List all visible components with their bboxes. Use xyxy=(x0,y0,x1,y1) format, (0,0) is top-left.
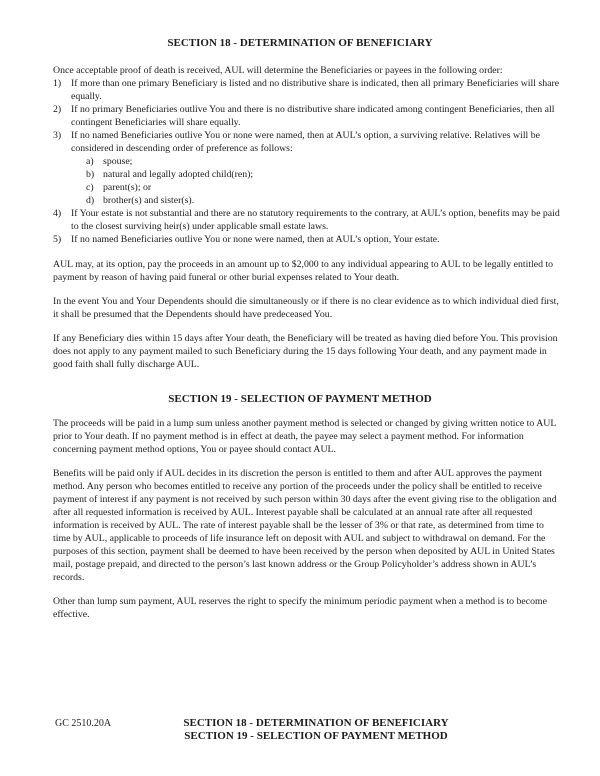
paragraph: The proceeds will be paid in a lump sum unless another payment method is selected or changed by giving written notice to AUL prior to Your death. If no payment method is in effect at death, the payee may select a payment method. For information concerning payment method options, You or payee should contact AUL. xyxy=(53,418,556,455)
sublist-item-text: spouse; xyxy=(103,156,133,167)
paragraph: Other than lump sum payment, AUL reserves the right to specify the minimum periodic payment when a method is to become effective. xyxy=(53,596,547,620)
list-item xyxy=(53,77,563,103)
list-item-text: If no named Beneficiaries outlive You or none were named, then at AUL’s option, a surviving relative. Relatives will be considered in descending order of preference as follows: xyxy=(71,130,540,154)
relative-preference-sublist xyxy=(71,155,563,207)
section-19-heading: SECTION 19 - SELECTION OF PAYMENT METHOD xyxy=(168,393,432,405)
sublist-item xyxy=(86,181,563,194)
sublist-item xyxy=(86,168,563,181)
form-number: GC 2510.20A xyxy=(55,718,112,729)
paragraph: If any Beneficiary dies within 15 days after Your death, the Beneficiary will be treated as having died before You. This provision does not apply to any payment mailed to such Beneficiary during the 15 days following Your death, and any payment made in good faith shall fully discharge AUL. xyxy=(53,333,558,370)
sublist-item-text: parent(s); or xyxy=(103,182,152,193)
list-item-number: 5) xyxy=(53,234,62,245)
list-item-number: 4) xyxy=(53,208,62,219)
list-item xyxy=(53,103,563,129)
beneficiary-order-list xyxy=(53,77,563,246)
list-item-text: If more than one primary Beneficiary is listed and no distributive share is indicated, then all primary Beneficiaries will share equally. xyxy=(71,78,560,102)
section-18-heading: SECTION 18 - DETERMINATION OF BENEFICIARY xyxy=(167,37,433,49)
section-18-paragraphs xyxy=(53,258,563,371)
document-content xyxy=(53,37,563,632)
footer-section-18-title: SECTION 18 - DETERMINATION OF BENEFICIARY xyxy=(183,717,449,729)
list-item-text: If Your estate is not substantial and there are no statutory requirements to the contrary, at AUL’s option, benefits may be paid to the closest surviving heir(s) under applicable small estate laws. xyxy=(71,208,560,232)
page-footer xyxy=(0,717,600,743)
sublist-item xyxy=(86,155,563,168)
list-item-number: 1) xyxy=(53,78,62,89)
section-18-intro: Once acceptable proof of death is received, AUL will determine the Beneficiaries or payees in the following order: xyxy=(53,65,503,76)
sublist-item-letter: a) xyxy=(86,156,94,167)
list-item-text: If no primary Beneficiaries outlive You and there is no distributive share indicated among contingent Beneficiaries, then all contingent Beneficiaries will share equally. xyxy=(71,104,555,128)
sublist-item-letter: d) xyxy=(86,195,95,206)
paragraph: AUL may, at its option, pay the proceeds in an amount up to $2,000 to any individual appearing to AUL to be legally entitled to payment by reason of having paid funeral or other burial expenses related to Your death. xyxy=(53,259,554,283)
paragraph: Benefits will be paid only if AUL decides in its discretion the person is entitled to them and after AUL approves the payment method. Any person who becomes entitled to receive any portion of the proceeds under the policy shall be entitled to receive payment of interest if any payment is not received by such person within 30 days after the event giving rise to the obligation and after all requested information is received by AUL. Interest payable shall be calculated at an annual rate after all requested information is received by AUL. The rate of interest payable shall be the lesser of 3% or that rate, as determined from time to time by AUL, applicable to proceeds of life insurance left on deposit with AUL and subject to withdrawal on demand. For the purposes of this section, payment shall be deemed to have been received by the person when deposited by AUL in United States mail, postage prepaid, and directed to the person’s last known address or the Group Policyholder’s address shown in AUL’s records. xyxy=(53,468,557,583)
list-item-number: 3) xyxy=(53,130,62,141)
sublist-item-letter: b) xyxy=(86,169,95,180)
list-item xyxy=(53,207,563,233)
sublist-item-text: natural and legally adopted child(ren); xyxy=(103,169,254,180)
list-item-text: If no named Beneficiaries outlive You or none were named, then at AUL’s option, Your estate. xyxy=(71,234,440,245)
section-19-paragraphs xyxy=(53,417,563,621)
footer-section-19-title: SECTION 19 - SELECTION OF PAYMENT METHOD xyxy=(184,730,448,742)
sublist-item xyxy=(86,194,563,207)
sublist-item-letter: c) xyxy=(86,182,94,193)
list-item-number: 2) xyxy=(53,104,62,115)
list-item xyxy=(53,233,563,246)
sublist-item-text: brother(s) and sister(s). xyxy=(103,195,195,206)
list-item xyxy=(53,129,563,207)
paragraph: In the event You and Your Dependents should die simultaneously or if there is no clear evidence as to which individual died first, it shall be presumed that the Dependents should have predeceased You. xyxy=(53,296,559,320)
